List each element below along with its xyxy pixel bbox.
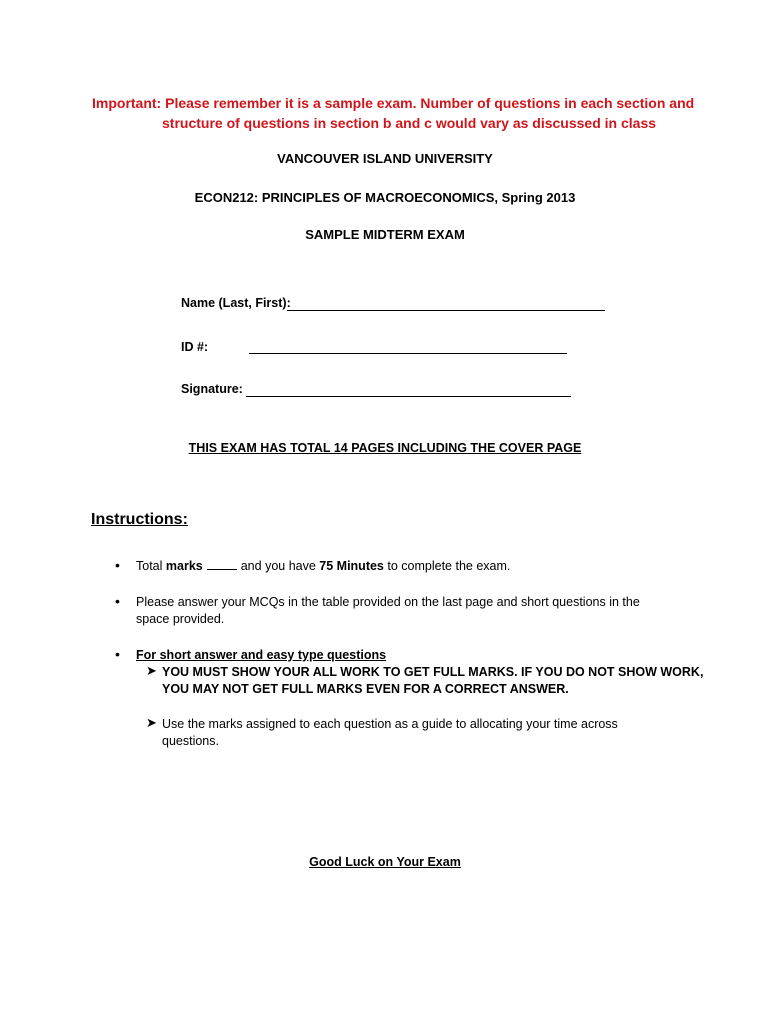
name-field[interactable] <box>287 310 605 311</box>
sub-item-2-line-2: questions. <box>162 734 219 748</box>
total-text: Total <box>136 559 163 573</box>
sub-item-1-line-2: YOU MAY NOT GET FULL MARKS EVEN FOR A CORRECT ANSWER. <box>162 682 569 696</box>
arrow-bullet-icon: ➤ <box>146 715 157 730</box>
notice-line-1: Important: Please remember it is a sample exam. Number of questions in each section and <box>92 95 695 111</box>
instruction-item-3-heading: For short answer and easy type questions <box>136 648 387 662</box>
signature-label: Signature: <box>181 382 243 396</box>
marks-blank[interactable] <box>207 558 237 570</box>
id-label: ID #: <box>181 340 209 354</box>
signature-field[interactable] <box>246 396 571 397</box>
bullet-icon: • <box>115 646 120 662</box>
name-label: Name (Last, First): <box>181 296 291 310</box>
university-title: VANCOUVER ISLAND UNIVERSITY <box>277 151 493 166</box>
have-text: and you have <box>240 559 316 573</box>
sub-item-2-line-1: Use the marks assigned to each question as a guide to allocating your time across <box>162 717 618 731</box>
arrow-bullet-icon: ➤ <box>146 663 157 678</box>
bullet-icon: • <box>115 593 120 609</box>
closing-text: Good Luck on Your Exam <box>309 855 461 869</box>
course-title: ECON212: PRINCIPLES OF MACROECONOMICS, Spring 2013 <box>194 190 576 205</box>
instruction-item-2-line-1: Please answer your MCQs in the table provided on the last page and short questions in the <box>136 595 640 609</box>
instruction-item-1 <box>136 558 510 575</box>
page-count-notice: THIS EXAM HAS TOTAL 14 PAGES INCLUDING THE COVER PAGE <box>188 441 582 455</box>
notice-line-2: structure of questions in section b and c would vary as discussed in class <box>162 115 657 131</box>
instruction-item-2-line-2: space provided. <box>136 612 225 626</box>
sub-item-1-line-1: YOU MUST SHOW YOUR ALL WORK TO GET FULL MARKS. IF YOU DO NOT SHOW WORK, <box>162 665 704 679</box>
instructions-heading: Instructions: <box>91 511 188 528</box>
marks-text: marks <box>165 559 203 573</box>
exam-title: SAMPLE MIDTERM EXAM <box>305 227 465 242</box>
minutes-text: 75 Minutes <box>319 559 384 573</box>
bullet-icon: • <box>115 557 120 573</box>
id-field[interactable] <box>249 353 567 354</box>
complete-text: to complete the exam. <box>387 559 511 573</box>
